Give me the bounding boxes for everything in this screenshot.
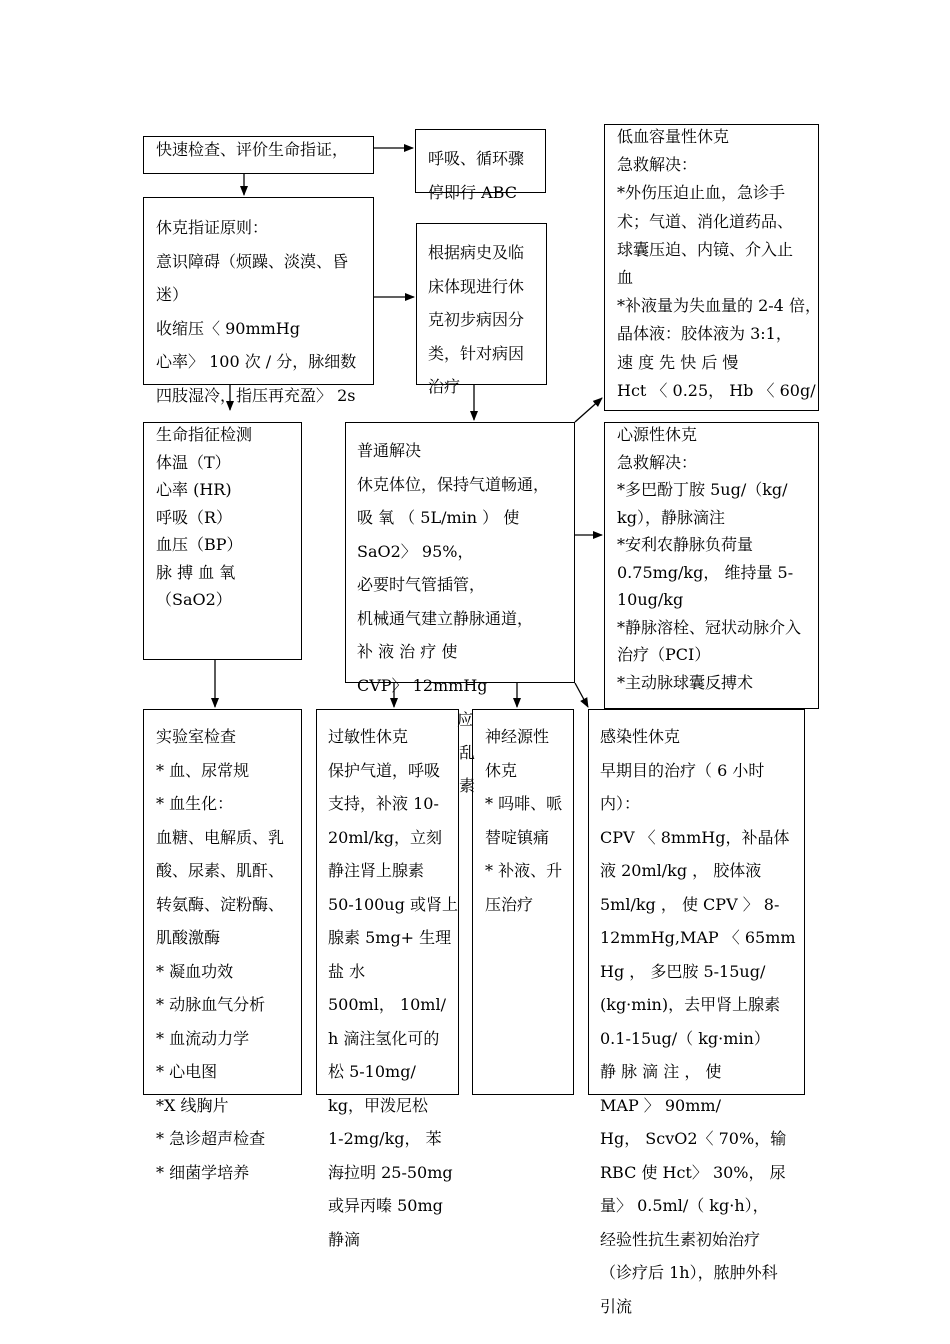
text-line: 血压（BP） [156,535,243,554]
text-line: 感染性休克 [600,727,681,746]
text-line: 血 [617,268,634,288]
text-line: 治疗（PCI） [617,645,711,664]
text-line: (kg·min)，去甲肾上腺素 [600,995,781,1014]
text-line: 10ug/kg [617,590,684,609]
text-line: 松 5-10mg/ [328,1062,416,1081]
text-line: SaO2〉 95%， [357,541,474,561]
cardiogenic-text [617,421,801,696]
anaphylactic-text [328,720,458,1256]
general-treatment-text [357,434,549,702]
text-line: 休克体位，保持气道畅通， [357,474,550,494]
text-line: 早期目的治疗（ 6 小时 [600,760,765,780]
text-line: 1-2mg/kg， 苯 [328,1129,442,1148]
history-text [428,236,524,404]
text-line: 根据病史及临 [428,243,525,262]
hypovolemic-text [617,123,821,405]
text-line: 12mmHg,MAP 〈 65mm [600,928,796,947]
text-line: * 吗啡、哌 [485,794,563,813]
text-line: * 血流动力学 [156,1028,250,1048]
text-line: 0.1-15ug/（ kg·min） [600,1028,770,1048]
text-line: 20ml/kg，立刻 [328,827,442,847]
text-line: * 动脉血气分析 [156,995,266,1014]
text-line: 液 20ml/kg ， 胶体液 [600,861,762,880]
text-line: *外伤压迫止血，急诊手 [617,183,786,203]
text-line: 低血容量性休克 [617,127,730,146]
text-line: 经验性抗生素初始治疗 [600,1229,761,1249]
text-line: 晶体液：胶体液为 3:1， [617,324,792,344]
text-line: 转氨酶、淀粉酶、 [156,894,285,914]
text-line: 休克指证原则： [156,218,269,237]
text-line: 腺素 5mg+ 生理 [328,928,452,947]
text-line: 神经源性 [485,727,550,746]
text-line: 停即行 ABC [428,182,517,202]
text-line: 球囊压迫、内镜、介入止 [617,239,794,259]
text-line: * 急诊超声检查 [156,1129,266,1148]
text-line: 休克 [485,760,518,780]
text-line: 机械通气建立静脉通道， [357,608,534,628]
overflow-fragment-a: 应 [457,710,474,729]
text-line: Hg， ScvO2〈 70%，输 [600,1129,787,1148]
overflow-fragment-c: 素 [459,776,476,795]
lab-tests-text [156,720,284,1189]
text-line: （SaO2） [156,590,232,609]
text-line: 治疗 [428,377,461,396]
text-line: * 血生化： [156,794,234,813]
arrow-general-to-hypovolemic [575,398,602,422]
arrow-general-to-septic [575,683,588,707]
text-line: 体温（T） [156,452,231,472]
text-line: h 滴注氢化可的 [328,1028,440,1048]
text-line: 肌酸激酶 [156,928,221,947]
text-line: 迷） [156,285,189,304]
text-line: 静 脉 滴 注 ， 使 [600,1062,722,1081]
text-line: 心率 (HR) [156,480,232,499]
abc-text [428,142,524,209]
text-line: 心率〉 100 次 / 分，脉细数 [156,352,357,371]
text-line: 四肢湿冷，指压再充盈〉 2s [156,385,356,405]
text-line: 补 液 治 疗 使 [357,642,458,661]
text-line: 内）： [600,794,641,813]
text-line: 或异丙嗪 50mg [328,1196,443,1215]
text-line: *多巴酚丁胺 5ug/（kg/ [617,480,788,499]
text-line: CPV 〈 8mmHg，补晶体 [600,827,790,847]
text-line: 呼吸、循环骤 [428,149,525,168]
vital-signs-text [156,421,252,614]
overflow-fragment-b: 乱 [459,743,476,762]
text-line: 脉 搏 血 氧 [156,562,236,582]
text-line: 盐 水 [328,961,366,981]
text-line: 过敏性休克 [328,727,409,746]
text-line: 保护气道，呼吸 [328,760,441,780]
text-line: *补液量为失血量的 2-4 倍， [617,296,821,316]
text-line: （诊疗后 1h），脓肿外科 [600,1263,778,1282]
text-line: kg，甲泼尼松 [328,1095,428,1115]
shock-criteria-text [156,211,356,412]
text-line: 心源性休克 [617,425,698,444]
text-line: RBC 使 Hct〉 30%， 尿 [600,1162,786,1182]
septic-text [600,720,796,1323]
text-line: *安利农静脉负荷量 [617,535,754,554]
text-line: 血糖、电解质、乳 [156,827,285,847]
text-line: 0.75mg/kg， 维持量 5- [617,562,794,582]
text-line: 快速检查、评价生命指证， [156,140,349,159]
text-line: 必要时气管插管， [357,575,486,594]
text-line: 意识障碍（烦躁、淡漠、昏 [156,251,349,271]
text-line: 克初步病因分 [428,310,525,329]
text-line: MAP 〉 90mm/ [600,1095,721,1115]
text-line: 酸、尿素、肌酐、 [156,861,285,880]
text-line: 速 度 先 快 后 慢 [617,352,739,372]
text-line: 术；气道、消化道药品、 [617,211,794,231]
text-line: 普通解决 [357,441,422,460]
text-line: kg），静脉滴注 [617,507,725,527]
text-line: 急救解决： [617,452,698,472]
text-line: * 血、尿常规 [156,760,250,780]
text-line: 生命指征检测 [156,425,253,444]
text-line: CVP〉 12mmHg [357,675,488,695]
text-line: * 凝血功效 [156,961,234,981]
text-line: 呼吸（R） [156,507,233,527]
text-line: 类，针对病因 [428,343,525,363]
text-line: * 心电图 [156,1062,218,1081]
text-line: 量〉 0.5ml/（ kg·h）， [600,1196,769,1215]
text-line: 急救解决： [617,155,698,175]
text-line: * 细菌学培养 [156,1162,250,1182]
text-line: 床体现进行休 [428,276,525,296]
text-line: 替啶镇痛 [485,827,550,847]
quick-check-text [156,133,348,167]
text-line: 静注肾上腺素 [328,861,425,880]
text-line: 引流 [600,1296,633,1316]
neurogenic-text [485,720,562,921]
text-line: 500ml， 10ml/ [328,995,446,1014]
text-line: 支持，补液 10- [328,794,439,813]
text-line: Hct 〈 0.25， Hb 〈 60g/ [617,380,816,400]
text-line: *X 线胸片 [156,1095,229,1115]
text-line: 实验室检查 [156,727,237,746]
text-line: 压治疗 [485,894,534,914]
text-line: 静滴 [328,1229,361,1249]
text-line: 5ml/kg ， 使 CPV 〉 8- [600,894,780,914]
text-line: 吸 氧 （ 5L/min ） 使 [357,508,520,527]
text-line: Hg ， 多巴胺 5-15ug/ [600,961,766,981]
text-line: * 补液、升 [485,861,563,880]
text-line: 海拉明 25-50mg [328,1162,453,1182]
text-line: 收缩压〈 90mmHg [156,318,300,338]
text-line: 50-100ug 或肾上 [328,894,458,914]
text-line: *主动脉球囊反搏术 [617,672,754,692]
text-line: *静脉溶栓、冠状动脉介入 [617,617,802,637]
